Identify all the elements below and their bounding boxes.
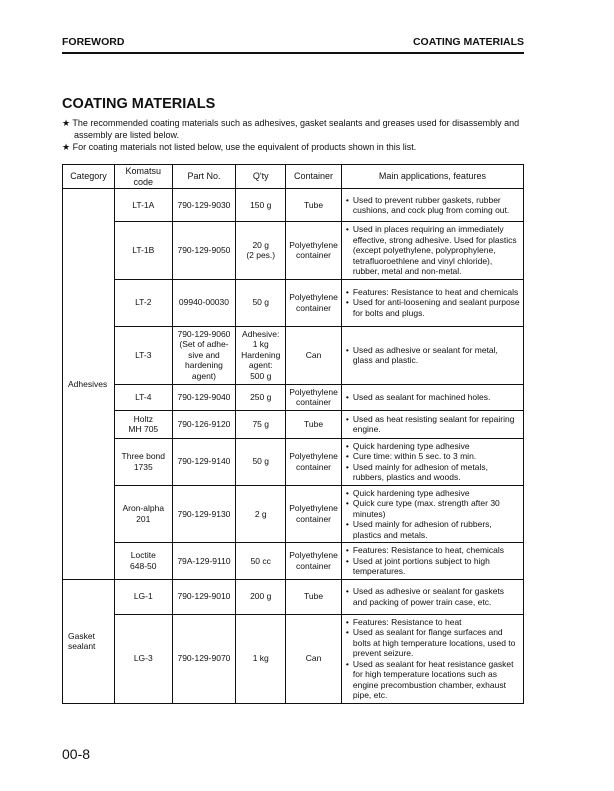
category-line: Gasket	[68, 630, 95, 641]
komatsu-code-cell	[114, 410, 172, 438]
cell-line: 790-126-9120	[177, 418, 231, 429]
application-item: • Quick cure type (max. strength after 30 minutes)	[346, 498, 520, 519]
part-number-cell	[172, 326, 236, 384]
cell-line: (2 pes.)	[246, 250, 276, 261]
page-header	[62, 36, 524, 54]
cell-line: Three bond	[121, 451, 166, 461]
cell-line: container	[296, 513, 331, 524]
quantity-cell	[236, 614, 286, 703]
application-item: • Used mainly for adhesion of metals, rubbers, plastics and woods.	[346, 462, 520, 483]
application-item: • Features: Resistance to heat	[346, 617, 520, 628]
applications-cell	[341, 543, 523, 580]
container-cell	[286, 279, 342, 326]
part-number-cell	[172, 410, 236, 438]
cell-line: Holtz	[133, 413, 153, 424]
application-item: • Used as sealant for machined holes.	[346, 392, 520, 403]
application-item: • Used as heat resisting sealant for repairing engine.	[346, 414, 520, 435]
part-number-cell	[172, 579, 236, 614]
applications-list	[346, 224, 520, 277]
column-header: Main applications, features	[341, 165, 523, 189]
table-row	[63, 410, 524, 438]
cell-line: container	[296, 397, 331, 407]
application-item: • Used in places requiring an immediately effective, strong adhesive. Used for plastics (except polyethylene, polyprophylene, tetrafluoroethlene and vinyl chloride), rubber, metal and non-metal.	[346, 224, 520, 277]
applications-list	[346, 586, 520, 607]
cell-line: Can	[305, 653, 322, 664]
cell-line: 79A-129-9110	[177, 555, 231, 566]
application-item: • Features: Resistance to heat, chemicals	[346, 545, 520, 556]
application-item: • Used as sealant for flange surfaces and bolts at high temperature locations, used to prevent seizure.	[346, 627, 520, 659]
column-header: Komatsu code	[114, 165, 172, 189]
cell-line: agent)	[191, 370, 216, 381]
application-item: • Used as sealant for heat resistance gasket for high temperature locations such as engine precombustion chamber, exhaust pipe, etc.	[346, 659, 520, 701]
application-item: • Quick hardening type adhesive	[346, 488, 520, 499]
category-adhesives: Adhesives	[63, 189, 115, 580]
quantity-cell	[236, 579, 286, 614]
quantity-cell	[236, 279, 286, 326]
part-number-cell	[172, 222, 236, 280]
cell-line: 201	[136, 513, 151, 524]
cell-line: Adhesive:	[242, 328, 280, 339]
cell-line: 50 g	[252, 297, 269, 308]
container-cell	[286, 410, 342, 438]
cell-line: Tube	[303, 591, 324, 602]
cell-line: 790-129-9030	[177, 199, 231, 210]
cell-line: Polyethylene	[289, 292, 338, 302]
cell-line: MH 705	[128, 424, 159, 434]
table-row	[63, 222, 524, 280]
komatsu-code-cell	[114, 438, 172, 485]
cell-line: LT-2	[135, 297, 152, 308]
container-cell	[286, 485, 342, 543]
cell-line: Tube	[303, 199, 324, 210]
applications-list	[346, 287, 520, 319]
applications-list	[346, 195, 520, 216]
page-title: COATING MATERIALS	[62, 96, 216, 112]
quantity-cell	[236, 410, 286, 438]
quantity-cell	[236, 189, 286, 222]
container-cell	[286, 614, 342, 703]
cell-line: 790-129-9060	[177, 328, 231, 339]
cell-line: 790-129-9140	[177, 456, 231, 467]
cell-line: 648-50	[130, 560, 157, 571]
cell-line: Aron-alpha	[122, 503, 165, 514]
komatsu-code-cell	[114, 485, 172, 543]
cell-line: Polyethylene	[289, 386, 338, 397]
cell-line: Polyethylene	[289, 550, 338, 561]
cell-line: 790-129-9040	[177, 391, 231, 402]
cell-line: container	[296, 560, 331, 571]
intro-note: ★ The recommended coating materials such as adhesives, gasket sealants and greases used for disassembly and assembly are listed below.	[62, 118, 520, 140]
table-row	[63, 543, 524, 580]
table-row	[63, 614, 524, 703]
cell-line: container	[296, 250, 331, 261]
application-item: • Used mainly for adhesion of rubbers, plastics and metals.	[346, 519, 520, 540]
cell-line: sive and	[188, 349, 220, 360]
container-cell	[286, 438, 342, 485]
applications-cell	[341, 614, 523, 703]
cell-line: (Set of adhe-	[179, 339, 229, 350]
column-header: Container	[286, 165, 342, 189]
applications-list	[346, 488, 520, 541]
part-number-cell	[172, 543, 236, 580]
part-number-cell	[172, 614, 236, 703]
container-cell	[286, 543, 342, 580]
category-gasket-sealant	[63, 579, 115, 703]
cell-line: 1 kg	[252, 339, 269, 350]
applications-cell	[341, 222, 523, 280]
applications-list	[346, 617, 520, 701]
cell-line: container	[296, 302, 331, 313]
applications-cell	[341, 384, 523, 410]
cell-line: 1735	[133, 461, 153, 472]
cell-line: 20 g	[252, 239, 269, 250]
application-item: • Used for anti-loosening and sealant purpose for bolts and plugs.	[346, 297, 520, 318]
komatsu-code-cell	[114, 384, 172, 410]
part-number-cell	[172, 438, 236, 485]
page-number: 00-8	[62, 746, 91, 762]
table-row	[63, 485, 524, 543]
cell-line: Polyethylene	[289, 503, 338, 514]
cell-line: 09940-00030	[178, 297, 229, 308]
container-cell	[286, 326, 342, 384]
cell-line: 790-129-9130	[177, 508, 231, 519]
cell-line: 75 g	[252, 418, 269, 429]
cell-line: 2 g	[254, 508, 267, 519]
table-row	[63, 384, 524, 410]
applications-list	[346, 345, 520, 366]
intro-notes	[62, 117, 524, 153]
applications-cell	[341, 279, 523, 326]
cell-line: LT-3	[135, 349, 152, 360]
table-body	[63, 189, 524, 704]
cell-line: 1 kg	[252, 653, 269, 664]
application-item: • Used to prevent rubber gaskets, rubber cushions, and cock plug from coming out.	[346, 195, 520, 216]
column-header: Q'ty	[236, 165, 286, 189]
container-cell	[286, 384, 342, 410]
cell-line: 790-129-9070	[177, 653, 231, 664]
cell-line: LT-1A	[132, 199, 155, 210]
applications-list	[346, 392, 520, 403]
applications-cell	[341, 410, 523, 438]
cell-line: LG-1	[133, 591, 153, 602]
cell-line: LG-3	[133, 653, 153, 664]
column-header: Part No.	[172, 165, 236, 189]
cell-line: 790-129-9010	[177, 591, 231, 602]
application-item: • Features: Resistance to heat and chemicals	[346, 287, 520, 298]
applications-list	[346, 414, 520, 435]
part-number-cell	[172, 384, 236, 410]
header-section: FOREWORD	[62, 36, 125, 48]
applications-list	[346, 441, 520, 483]
cell-line: 790-129-9050	[177, 245, 231, 255]
komatsu-code-cell	[114, 579, 172, 614]
table-row	[63, 189, 524, 222]
application-item: • Cure time: within 5 sec. to 3 min.	[346, 451, 520, 462]
coating-materials-table	[62, 164, 524, 704]
applications-cell	[341, 189, 523, 222]
komatsu-code-cell	[114, 279, 172, 326]
intro-note: ★ For coating materials not listed below, use the equivalent of products shown in this list.	[62, 142, 417, 152]
table-header-row	[63, 165, 524, 189]
applications-cell	[341, 579, 523, 614]
cell-line: 50 cc	[250, 555, 271, 566]
container-cell	[286, 222, 342, 280]
quantity-cell	[236, 384, 286, 410]
cell-line: agent:	[248, 360, 273, 371]
cell-line: Loctite	[130, 550, 156, 561]
cell-line: Polyethylene	[289, 451, 338, 461]
table-row	[63, 326, 524, 384]
komatsu-code-cell	[114, 189, 172, 222]
header-topic: COATING MATERIALS	[412, 36, 524, 48]
application-item: • Used at joint portions subject to high temperatures.	[346, 556, 520, 577]
cell-line: 150 g	[250, 199, 272, 210]
quantity-cell	[236, 485, 286, 543]
komatsu-code-cell	[114, 614, 172, 703]
komatsu-code-cell	[114, 543, 172, 580]
table-row	[63, 438, 524, 485]
applications-cell	[341, 438, 523, 485]
application-item: • Used as adhesive or sealant for gaskets and packing of power train case, etc.	[346, 586, 520, 607]
column-header: Category	[63, 165, 115, 189]
cell-line: 500 g	[250, 370, 272, 381]
quantity-cell	[236, 326, 286, 384]
cell-line: container	[296, 461, 331, 472]
application-item: • Used as adhesive or sealant for metal, glass and plastic.	[346, 345, 520, 366]
part-number-cell	[172, 485, 236, 543]
cell-line: Tube	[303, 418, 324, 429]
applications-list	[346, 545, 520, 577]
quantity-cell	[236, 222, 286, 280]
cell-line: Polyethylene	[289, 239, 338, 250]
applications-cell	[341, 485, 523, 543]
cell-line: 200 g	[250, 591, 272, 602]
cell-line: LT-1B	[132, 245, 155, 255]
table-row	[63, 579, 524, 614]
cell-line: Can	[305, 349, 322, 360]
container-cell	[286, 579, 342, 614]
category-line: sealant	[68, 641, 96, 651]
komatsu-code-cell	[114, 326, 172, 384]
part-number-cell	[172, 279, 236, 326]
container-cell	[286, 189, 342, 222]
cell-line: 50 g	[252, 456, 269, 467]
quantity-cell	[236, 543, 286, 580]
cell-line: Hardening	[241, 349, 281, 360]
komatsu-code-cell	[114, 222, 172, 280]
quantity-cell	[236, 438, 286, 485]
part-number-cell	[172, 189, 236, 222]
cell-line: LT-4	[135, 391, 152, 402]
application-item: • Quick hardening type adhesive	[346, 441, 520, 452]
applications-cell	[341, 326, 523, 384]
cell-line: 250 g	[250, 391, 272, 402]
cell-line: hardening	[185, 360, 223, 371]
table-row	[63, 279, 524, 326]
